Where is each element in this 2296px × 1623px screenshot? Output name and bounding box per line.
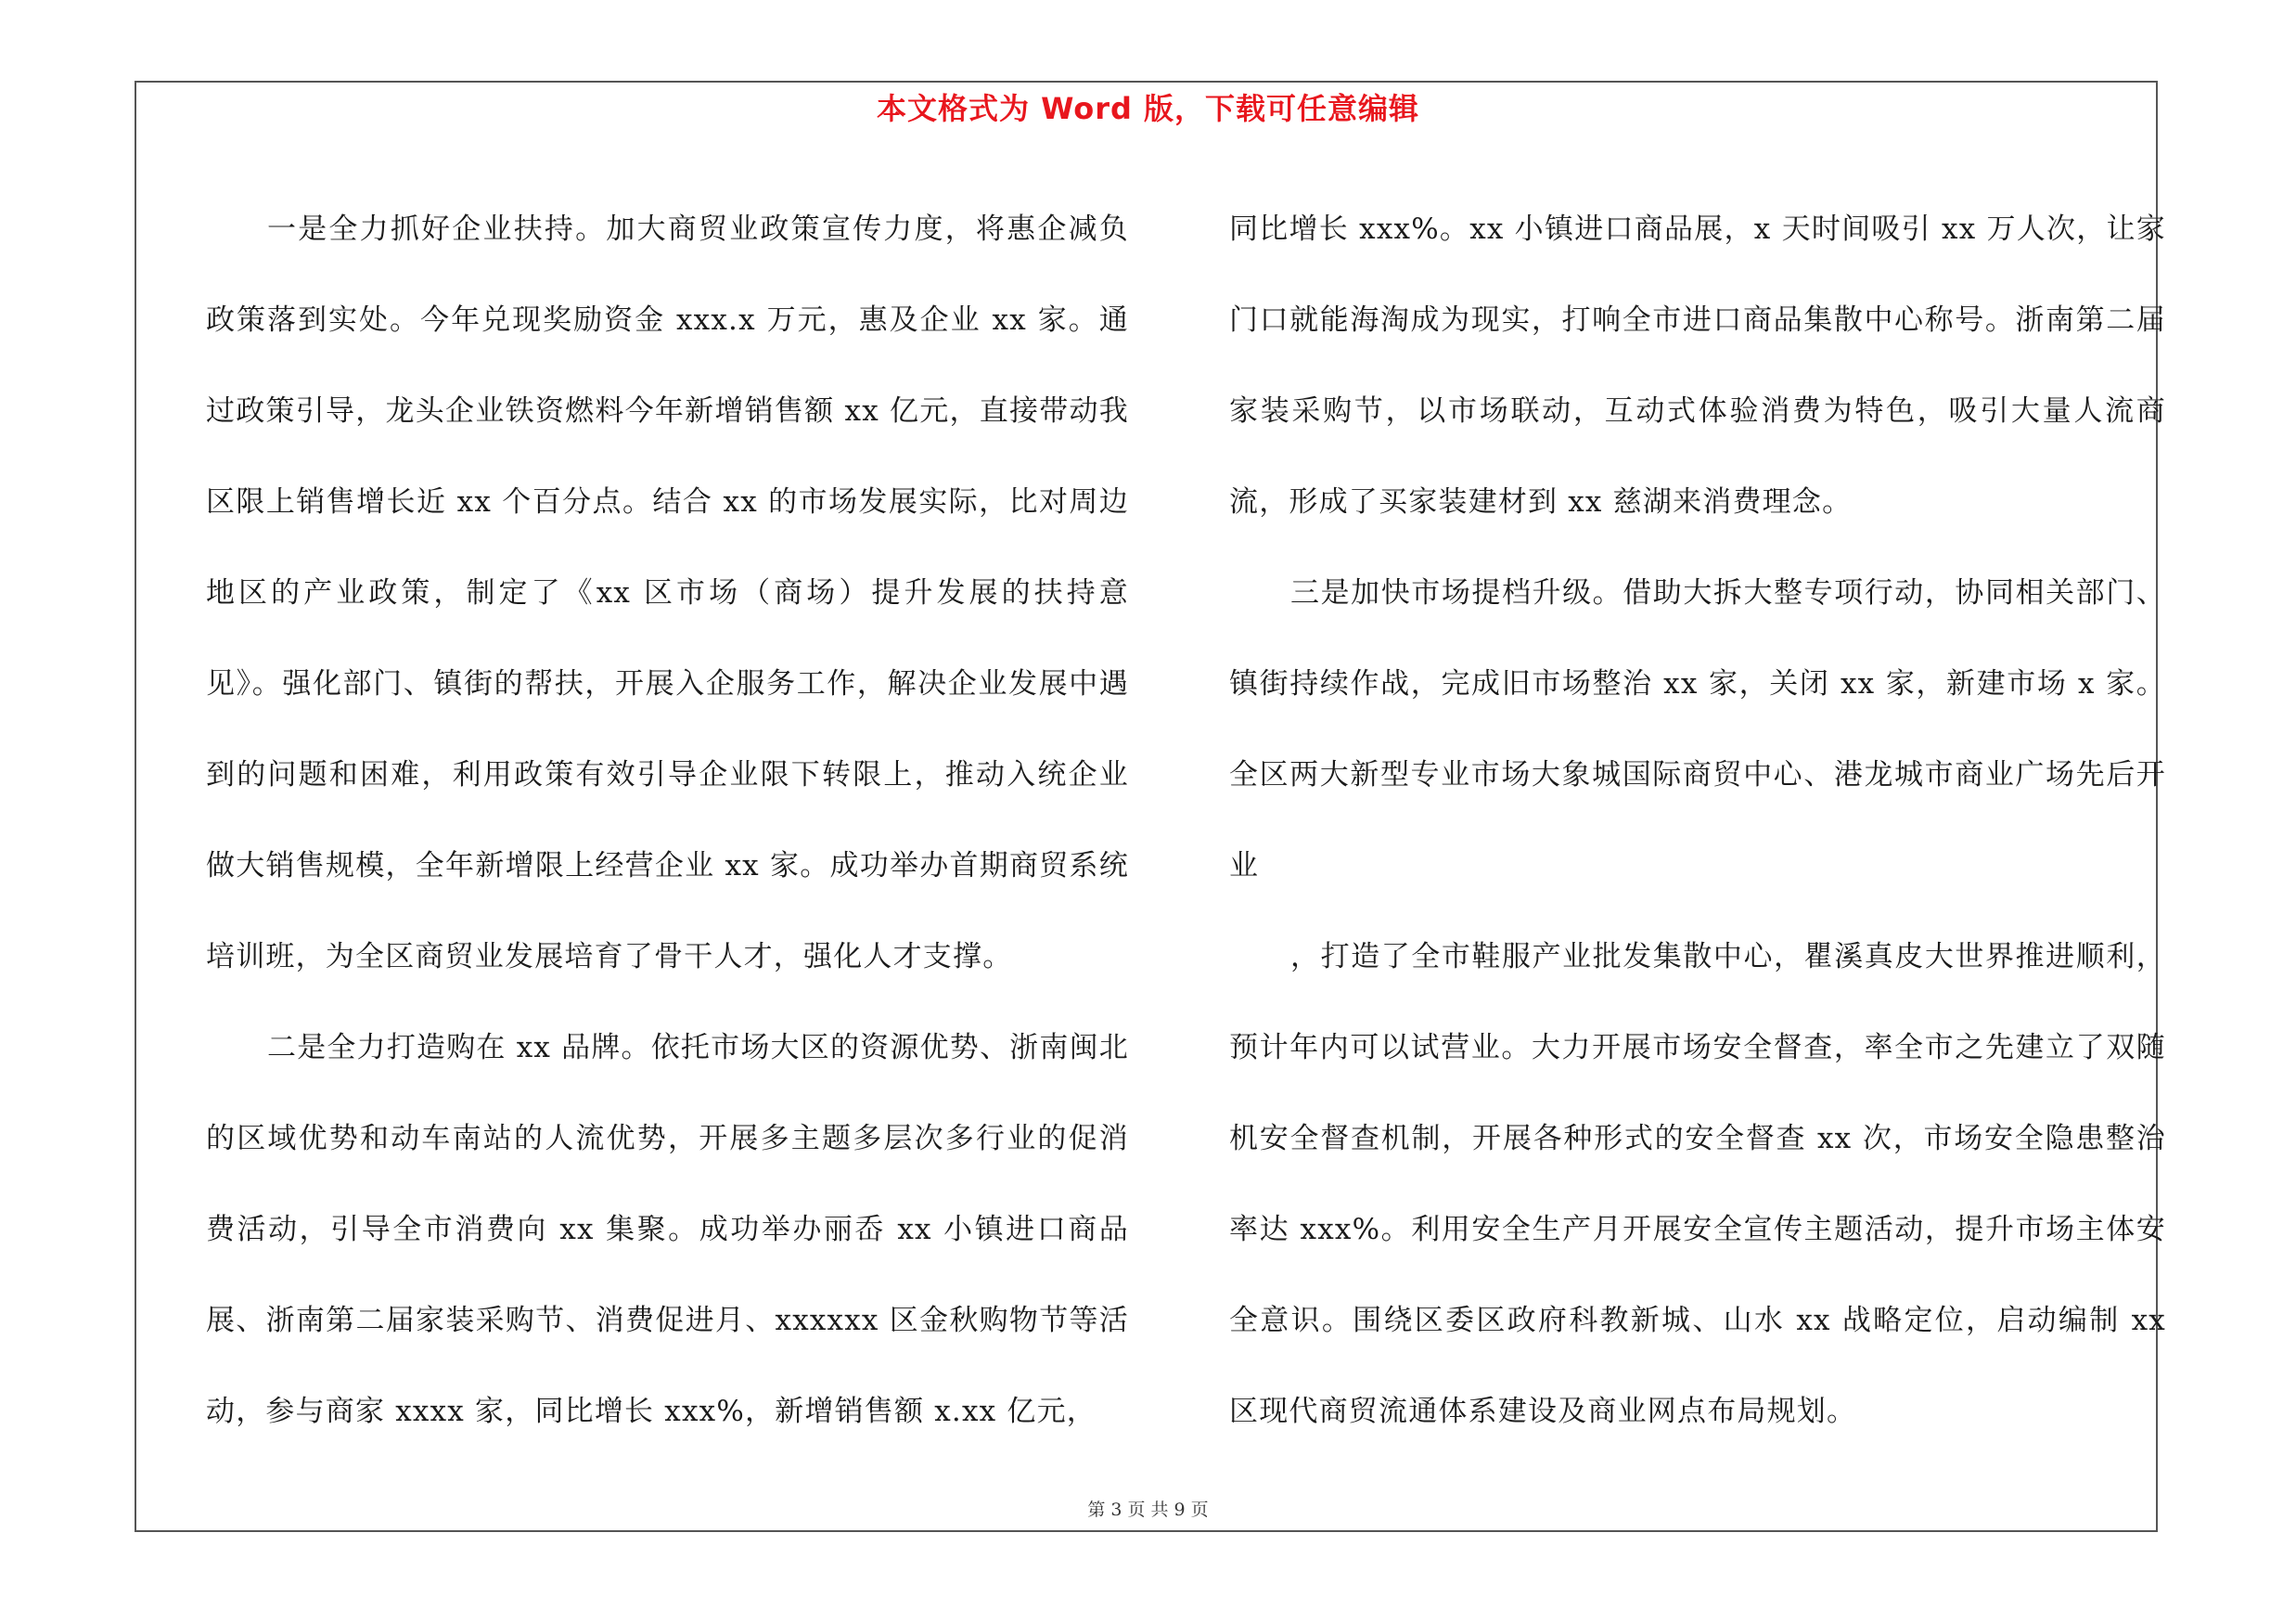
paragraph-market-safety: ，打造了全市鞋服产业批发集散中心，瞿溪真皮大世界推进顺利，预计年内可以试营业。大力开展市场安全督查，率全市之先建立了双随机安全督查机制，开展各种形式的安全督查 xx 次，市场安全隐患整治率达 xxx%。利用安全生产月开展安全宣传主题活动，提升市场主体安全意识。围绕区委区政府科教新城、山水 xx 战略定位，启动编制 xx 区现代商贸流通体系建设及商业网点布局规划。 <box>1229 940 2166 1428</box>
paragraph-enterprise-support: 一是全力抓好企业扶持。加大商贸业政策宣传力度，将惠企减负政策落到实处。今年兑现奖励资金 xxx.x 万元，惠及企业 xx 家。通过政策引导，龙头企业铁资燃料今年新增销售额 xx 亿元，直接带动我区限上销售增长近 xx 个百分点。结合 xx 的市场发展实际，比对周边地区的产业政策，制定了《xx 区市场（商场）提升发展的扶持意见》。强化部门、镇街的帮扶，开展入企服务工作，解决企业发展中遇到的问题和困难，利用政策有效引导企业限下转限上，推动入统企业做大销售规模，全年新增限上经营企业 xx 家。成功举办首期商贸系统培训班，为全区商贸业发展培育了骨干人才，强化人才支撑。 <box>206 213 1129 973</box>
paragraph-market-upgrade: 三是加快市场提档升级。借助大拆大整专项行动，协同相关部门、镇街持续作战，完成旧市场整治 xx 家，关闭 xx 家，新建市场 x 家。全区两大新型专业市场大象城国际商贸中心、港龙城市商业广场先后开业 <box>1229 576 2166 882</box>
paragraph-continuation: 同比增长 xxx%。xx 小镇进口商品展，x 天时间吸引 xx 万人次，让家门口就能海淘成为现实，打响全市进口商品集散中心称号。浙南第二届家装采购节，以市场联动，互动式体验消费为特色，吸引大量人流商流，形成了买家装建材到 xx 慈湖来消费理念。 <box>1229 213 2166 519</box>
left-column <box>206 184 1129 1457</box>
paragraph-shopping-brand: 二是全力打造购在 xx 品牌。依托市场大区的资源优势、浙南闽北的区域优势和动车南站的人流优势，开展多主题多层次多行业的促消费活动，引导全市消费向 xx 集聚。成功举办丽岙 xx 小镇进口商品展、浙南第二届家装采购节、消费促进月、xxxxxx 区金秋购物节等活动，参与商家 xxxx 家，同比增长 xxx%，新增销售额 x.xx 亿元， <box>206 1031 1129 1428</box>
format-banner: 本文格式为 Word 版，下载可任意编辑 <box>876 91 1420 126</box>
right-column <box>1229 184 2166 1457</box>
page-number: 第 3 页 共 9 页 <box>1087 1500 1209 1520</box>
